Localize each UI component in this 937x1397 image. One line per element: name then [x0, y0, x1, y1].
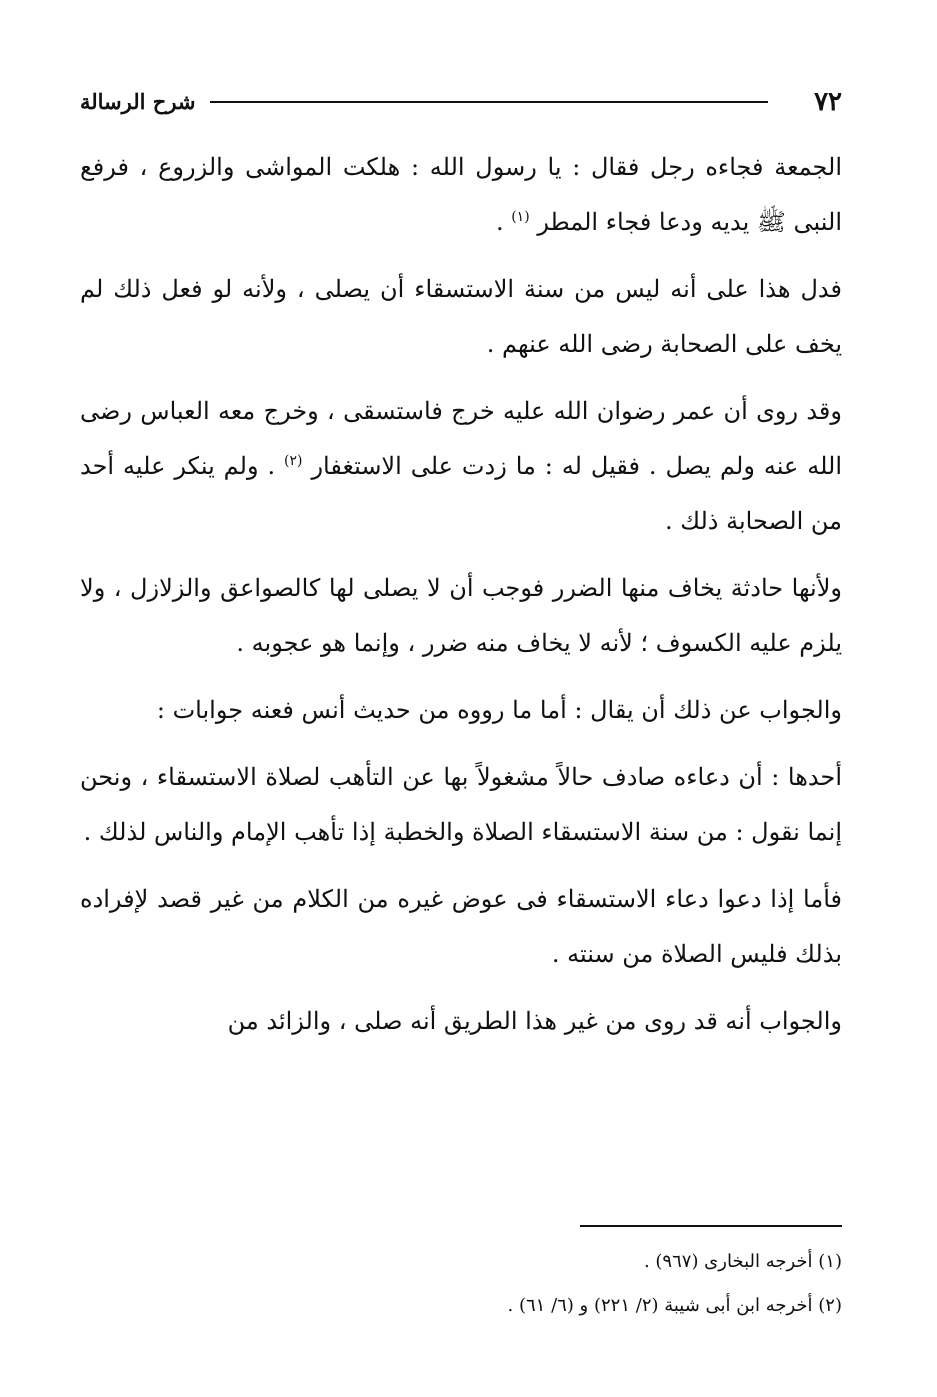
footnote-1: (١) أخرجه البخارى (٩٦٧) . [643, 1251, 842, 1272]
paragraph-4-text: ولأنها حادثة يخاف منها الضرر فوجب أن لا يصلى لها كالصواعق والزلازل ، ولا يلزم عليه الكسوف ؛ لأنه لا يخاف منه ضرر ، وإنما هو عجوبه . [80, 574, 842, 657]
running-title: شرح الرسالة [80, 89, 196, 114]
paragraph-7-text: فأما إذا دعوا دعاء الاستسقاء فى عوض غيره من الكلام من غير قصد لإفراده بذلك فليس الصلاة من سنته . [80, 885, 843, 968]
paragraph-8-text: والجواب أنه قد روى من غير هذا الطريق أنه صلى ، والزائد من [227, 1007, 842, 1035]
paragraph-6 [80, 750, 842, 860]
paragraph-2 [80, 262, 842, 372]
paragraph-3-text: وقد روى أن عمر رضوان الله عليه خرج فاستسقى ، وخرج معه العباس رضى الله عنه ولم يصل . فقيل له : ما زدت على الاستغفار [80, 397, 842, 480]
footnote-2: (٢) أخرجه ابن أبى شيبة (٢/ ٢٢١) و (٦/ ٦١) . [507, 1295, 842, 1316]
paragraph-1 [80, 140, 842, 250]
paragraph-7 [80, 872, 842, 982]
paragraph-1-text: الجمعة فجاءه رجل فقال : يا رسول الله : هلكت المواشى والزروع ، فرفع النبى ﷺ يديه ودعا فجاء المطر [80, 153, 842, 236]
footnote-ref-2: (٢) [284, 453, 303, 469]
footnotes [80, 1240, 842, 1328]
paragraph-8 [80, 994, 842, 1049]
paragraph-6-text: أحدها : أن دعاءه صادف حالاً مشغولاً بها عن التأهب لصلاة الاستسقاء ، ونحن إنما نقول : من سنة الاستسقاء الصلاة والخطبة إذا تأهب الإمام والناس لذلك . [80, 763, 842, 846]
page-number: ٧٢ [814, 87, 842, 117]
paragraph-5-text: والجواب عن ذلك أن يقال : أما ما رووه من حديث أنس فعنه جوابات : [156, 696, 842, 724]
paragraph-5 [80, 683, 842, 738]
footnote-ref-1: (١) [511, 209, 530, 225]
header-rule [210, 101, 768, 103]
body-text [80, 140, 842, 1061]
paragraph-3 [80, 384, 842, 549]
paragraph-3-tail: . ولم ينكر عليه أحد من الصحابة ذلك . [80, 452, 842, 535]
page-header [80, 84, 842, 120]
paragraph-4 [80, 561, 842, 671]
footnote-rule [580, 1225, 842, 1227]
book-page [80, 0, 842, 1397]
paragraph-2-text: فدل هذا على أنه ليس من سنة الاستسقاء أن يصلى ، ولأنه لو فعل ذلك لم يخف على الصحابة رضى الله عنهم . [80, 275, 842, 358]
paragraph-1-tail: . [495, 208, 512, 236]
